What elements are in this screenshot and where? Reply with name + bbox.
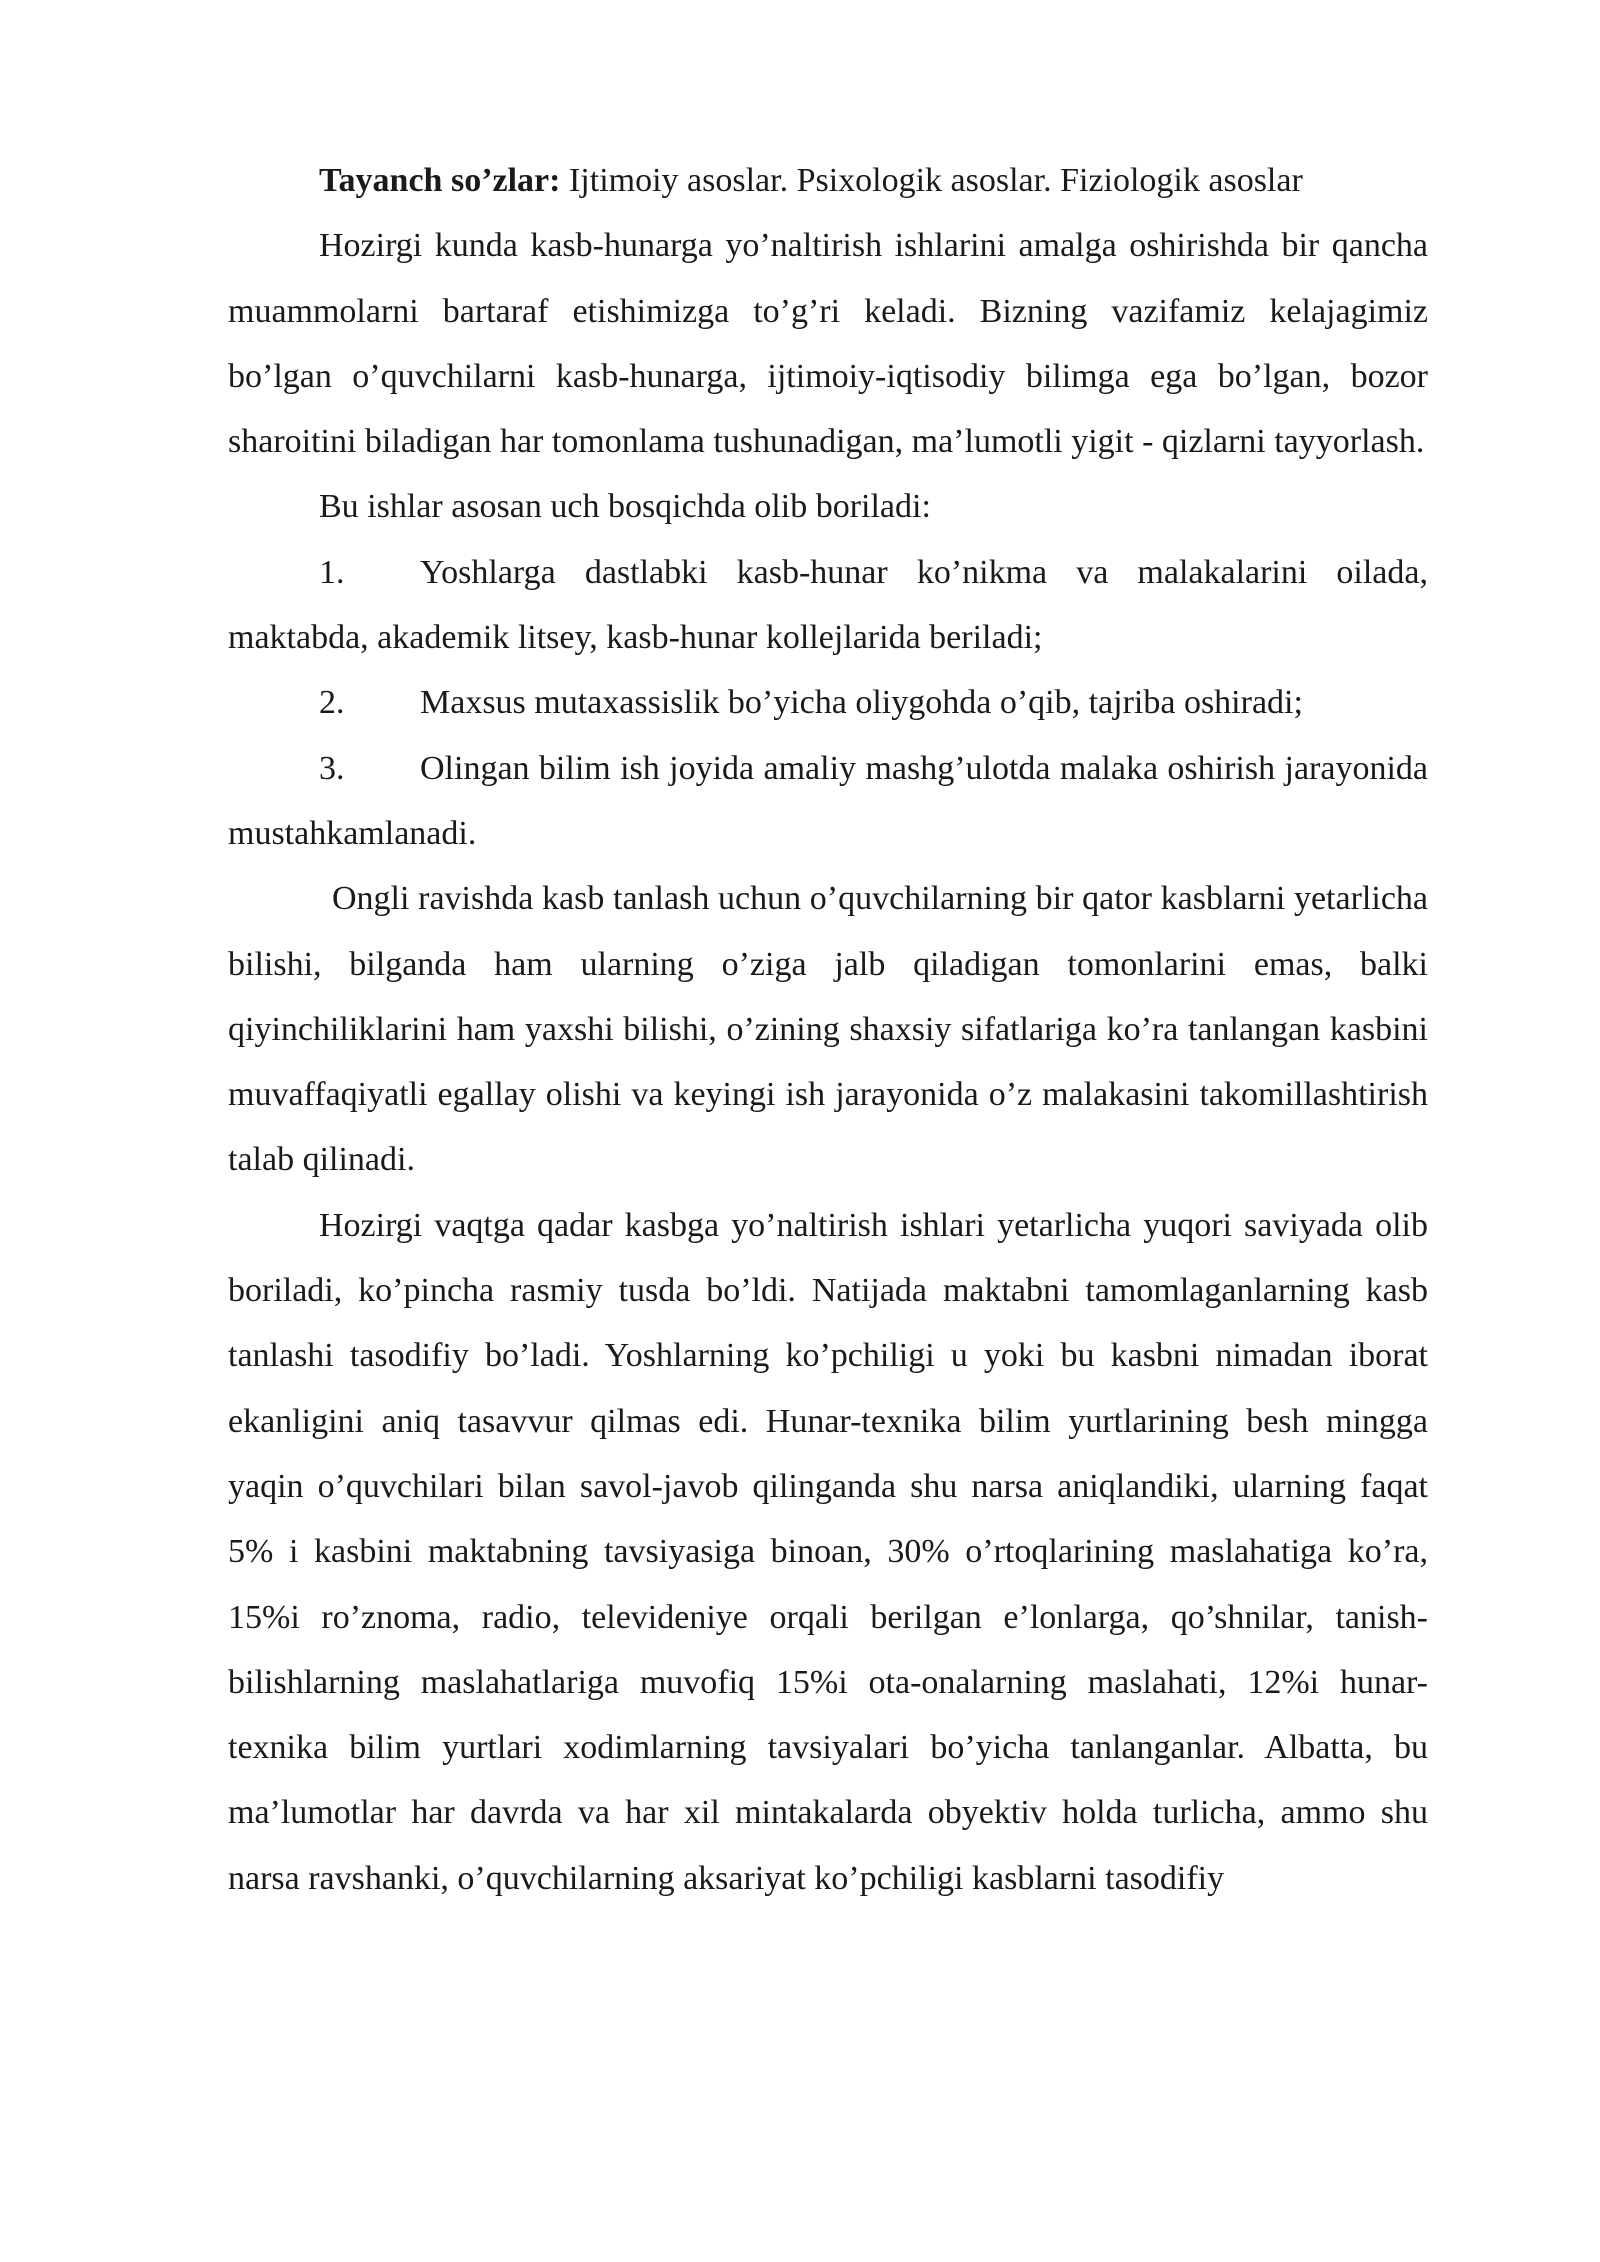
list-item-text: Olingan bilim ish joyida amaliy mashg’ulotda malaka oshirish jarayonida mustahkamlanadi. xyxy=(228,749,1428,852)
list-item-text: Maxsus mutaxassislik bo’yicha oliygohda o’qib, tajriba oshiradi; xyxy=(420,684,1303,722)
paragraph-survey: Hozirgi vaqtga qadar kasbga yo’naltirish ishlari yetarlicha yuqori saviyada olib boriladi, ko’pincha rasmiy tusda bo’ldi. Natijada maktabni tamomlaganlarning kasb tanlashi tasodifiy bo’ladi. Yoshlarning ko’pchiligi u yoki bu kasbni nimadan iborat ekanligini aniq tasavvur qilmas edi. Hunar-texnika bilim yurtlarining besh mingga yaqin o’quvchilari bilan savol-javob qilinganda shu narsa aniqlandiki, ularning faqat 5% i kasbini maktabning tavsiyasiga binoan, 30% o’rtoqlarining maslahatiga ko’ra, 15%i ro’znoma, radio, televideniye orqali berilgan e’lonlarga, qo’shnilar, tanish-bilishlarning maslahatlariga muvofiq 15%i ota-onalarning maslahati, 12%i hunar-texnika bilim yurtlari xodimlarning tavsiyalari bo’yicha tanlanganlar. Albatta, bu ma’lumotlar har davrda va har xil mintakalarda obyektiv holda turlicha, ammo shu narsa ravshanki, o’quvchilarning aksariyat ko’pchiligi kasblarni tasodifiy xyxy=(228,1206,1428,1897)
keywords-line xyxy=(228,148,1428,213)
list-item-number: 3. xyxy=(319,749,345,787)
list-item xyxy=(228,540,1428,671)
list-item-text: Yoshlarga dastlabki kasb-hunar ko’nikma va malakalarini oilada, maktabda, akademik litsey, kasb-hunar kollejlarida beriladi; xyxy=(228,553,1428,657)
keywords-label: Tayanch so’zlar: xyxy=(319,162,561,199)
paragraph-stages-intro: Bu ishlar asosan uch bosqichda olib boriladi: xyxy=(319,488,931,526)
list-item-number: 1. xyxy=(319,553,345,591)
paragraph-intro: Hozirgi kunda kasb-hunarga yo’naltirish ishlarini amalga oshirishda bir qancha muammolarni bartaraf etishimizga to’g’ri keladi. Bizning vazifamiz kelajagimiz bo’lgan o’quvchilarni kasb-hunarga, ijtimoiy-iqtisodiy bilimga ega bo’lgan, bozor sharoitini biladigan har tomonlama tushunadigan, ma’lumotli yigit - qizlarni tayyorlash. xyxy=(228,227,1428,461)
list-item-number: 2. xyxy=(319,684,345,722)
keywords-text: Ijtimoiy asoslar. Psixologik asoslar. Fiziologik asoslar xyxy=(560,162,1303,199)
list-item xyxy=(228,736,1428,867)
paragraph-conscious-choice: Ongli ravishda kasb tanlash uchun o’quvchilarning bir qator kasblarni yetarlicha bilishi, bilganda ham ularning o’ziga jalb qiladigan tomonlarini emas, balki qiyinchiliklarini ham yaxshi bilishi, o’zining shaxsiy sifatlariga ko’ra tanlangan kasbini muvaffaqiyatli egallay olishi va keyingi ish jarayonida o’z malakasini takomillashtirish talab qilinadi. xyxy=(228,880,1428,1179)
document-page xyxy=(228,148,1428,1911)
list-item xyxy=(228,670,1428,735)
